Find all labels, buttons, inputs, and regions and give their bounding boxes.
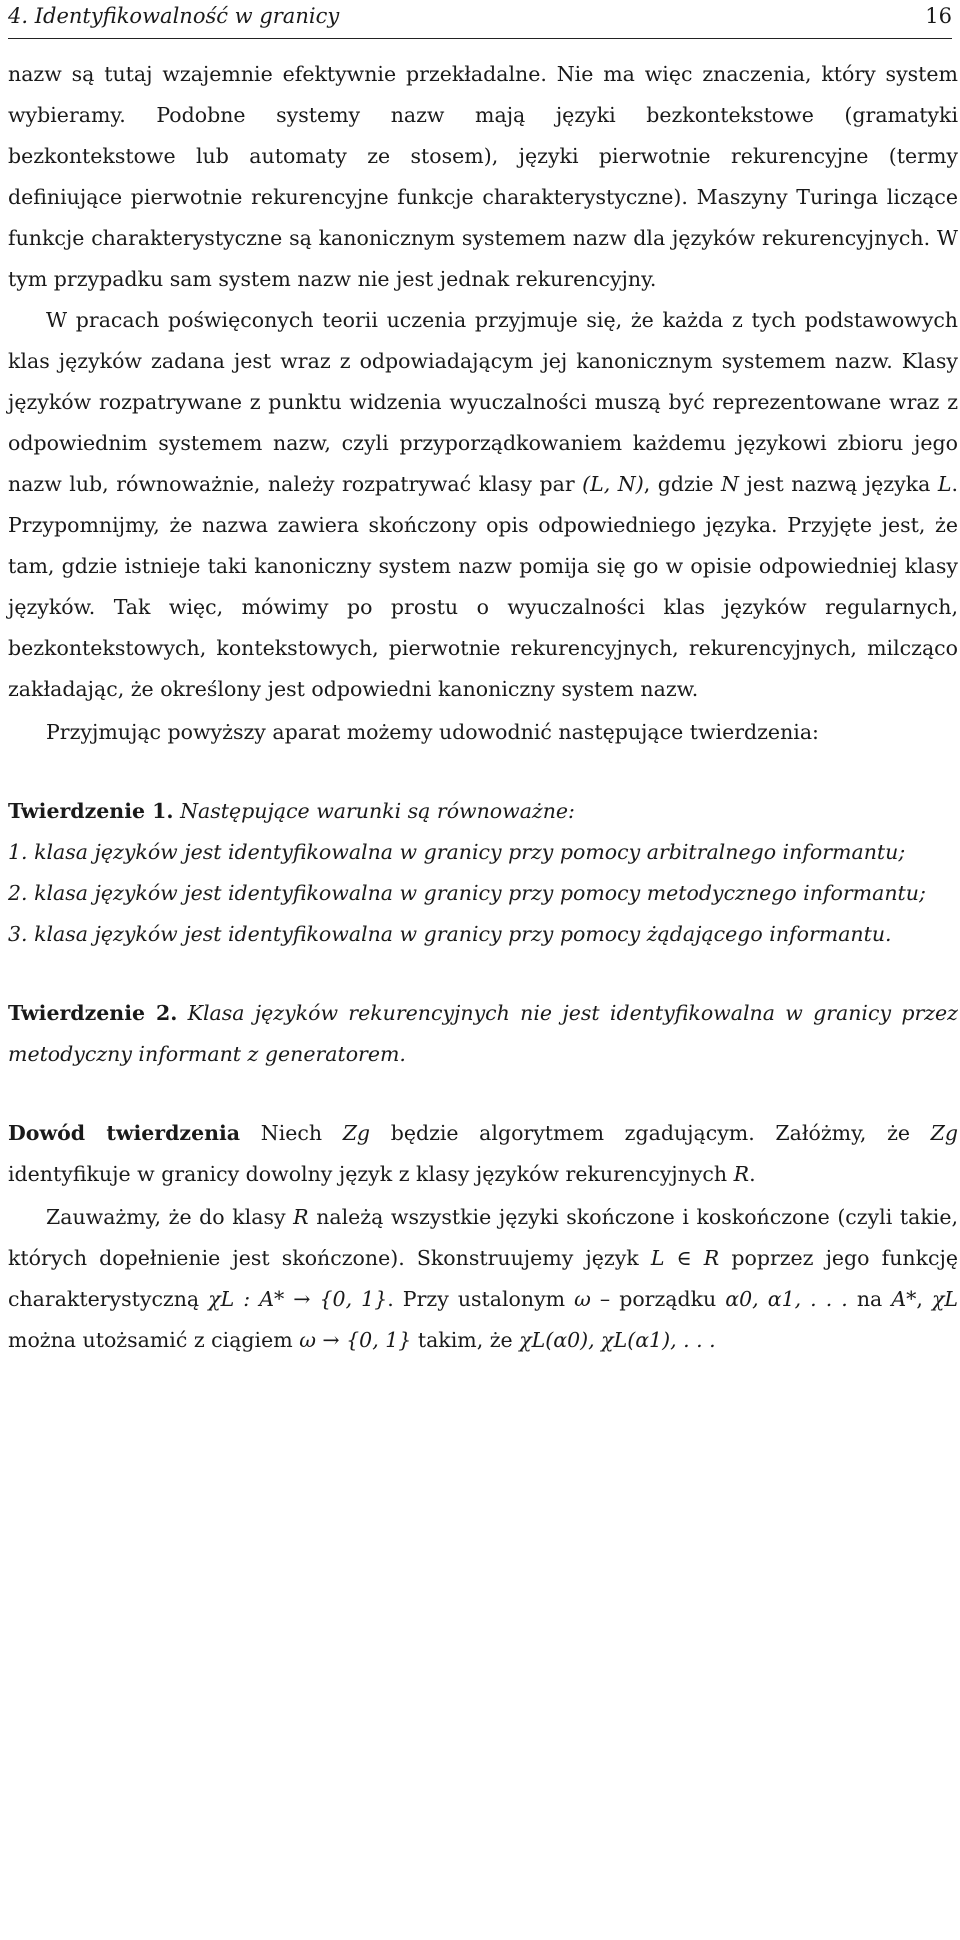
text-run: Niech	[260, 1121, 343, 1145]
theorem-statement: Klasa języków rekurencyjnych nie jest identyfikowalna w granicy przez metodyczny informant z generatorem.	[8, 1001, 958, 1066]
list-item: 2. klasa języków jest identyfikowalna w granicy przy pomocy metodycznego informantu;	[8, 881, 926, 905]
theorem-1	[8, 791, 958, 955]
theorem-1-conditions	[8, 832, 958, 955]
paragraph-intro: Przyjmując powyższy aparat możemy udowodnić następujące twierdzenia:	[46, 720, 819, 744]
math-symbol: ω	[574, 1287, 591, 1311]
page-number: 16	[925, 4, 952, 28]
text-run: W pracach poświęconych teorii uczenia przyjmuje się, że każda z tych podstawowych klas języków zadana jest wraz z odpowiadającym jej kanonicznym systemem nazw. Klasy języków rozpatrywane z punktu widzenia wyuczalności muszą być reprezentowane wraz z odpowiednim systemem nazw, czyli przyporządkowaniem każdemu językowi zbioru jego nazw lub, równoważnie, należy rozpatrywać klasy par	[8, 308, 958, 496]
text-run: będzie algorytmem zgadującym. Załóżmy, że	[370, 1121, 931, 1145]
math-symbol: N	[721, 472, 739, 496]
text-run: poprzez jego funkcję charakterystyczną	[8, 1246, 959, 1311]
theorem-statement: Następujące warunki są równoważne:	[180, 799, 575, 823]
text-run: takim, że	[411, 1328, 520, 1352]
math-pair: (L, N)	[582, 472, 644, 496]
text-run: należą wszystkie języki skończone i koskończone (czyli takie, których dopełnienie jest skończone). Skonstruujemy język	[8, 1205, 958, 1270]
proof-label: Dowód twierdzenia	[8, 1121, 241, 1145]
math-expression: L ∈ R	[650, 1246, 720, 1270]
list-item: 1. klasa języków jest identyfikowalna w granicy przy pomocy arbitralnego informantu;	[8, 840, 906, 864]
text-run: na	[847, 1287, 892, 1311]
list-item: 3. klasa języków jest identyfikowalna w granicy przy pomocy żądającego informantu.	[8, 922, 892, 946]
math-symbol: L	[937, 472, 952, 496]
math-expression: χL(α0), χL(α1), . . .	[519, 1328, 716, 1352]
math-expression: χL : A* → {0, 1}	[208, 1287, 388, 1311]
text-run: identyfikuje w granicy dowolny język z klasy języków rekurencyjnych	[8, 1162, 734, 1186]
theorem-2	[8, 993, 958, 1075]
text-run: można utożsamić z ciągiem	[8, 1328, 300, 1352]
running-head	[8, 4, 952, 39]
body-text	[8, 54, 958, 1361]
paragraph-name-systems	[8, 300, 958, 710]
text-run: . Przy ustalonym	[387, 1287, 575, 1311]
text-run: ,	[916, 1287, 932, 1311]
proof-paragraph-2	[8, 1197, 958, 1361]
paragraph-continuation: nazw są tutaj wzajemnie efektywnie przekładalne. Nie ma więc znaczenia, który system wybieramy. Podobne systemy nazw mają języki bezkontekstowe (gramatyki bezkontekstowe lub automaty ze stosem), języki pierwotnie rekurencyjne (termy definiujące pierwotnie rekurencyjne funkcje charakterystyczne). Maszyny Turinga liczące funkcje charakterystyczne są kanonicznym systemem nazw dla języków rekurencyjnych. W tym przypadku sam system nazw nie jest jednak rekurencyjny.	[8, 62, 958, 291]
theorem-label: Twierdzenie 1.	[8, 799, 174, 823]
proof-paragraph	[8, 1113, 958, 1195]
math-symbol: Zg	[342, 1121, 371, 1145]
math-symbol: χL	[931, 1287, 958, 1311]
math-expression: α0, α1, . . .	[725, 1287, 848, 1311]
math-symbol: Zg	[930, 1121, 959, 1145]
text-run: – porządku	[590, 1287, 726, 1311]
theorem-1-header	[8, 791, 958, 832]
math-expression: ω → {0, 1}	[299, 1328, 412, 1352]
text-run: Zauważmy, że do klasy	[46, 1205, 294, 1229]
text-run: , gdzie	[643, 472, 722, 496]
text-run: .	[749, 1162, 756, 1186]
math-symbol: R	[733, 1162, 750, 1186]
text-run: jest nazwą języka	[738, 472, 938, 496]
math-symbol: R	[293, 1205, 309, 1229]
text-run: . Przypomnijmy, że nazwa zawiera skończony opis odpowiedniego języka. Przyjęte jest, że tam, gdzie istnieje taki kanoniczny system nazw pomija się go w opisie odpowiedniej klasy języków. Tak więc, mówimy po prostu o wyuczalności klas języków regularnych, bezkontekstowych, kontekstowych, pierwotnie rekurencyjnych, rekurencyjnych, milcząco zakładając, że określony jest odpowiedni kanoniczny system nazw.	[8, 472, 958, 701]
math-symbol: A*	[891, 1287, 917, 1311]
theorem-label: Twierdzenie 2.	[8, 1001, 178, 1025]
section-title: 4. Identyfikowalność w granicy	[8, 4, 340, 28]
